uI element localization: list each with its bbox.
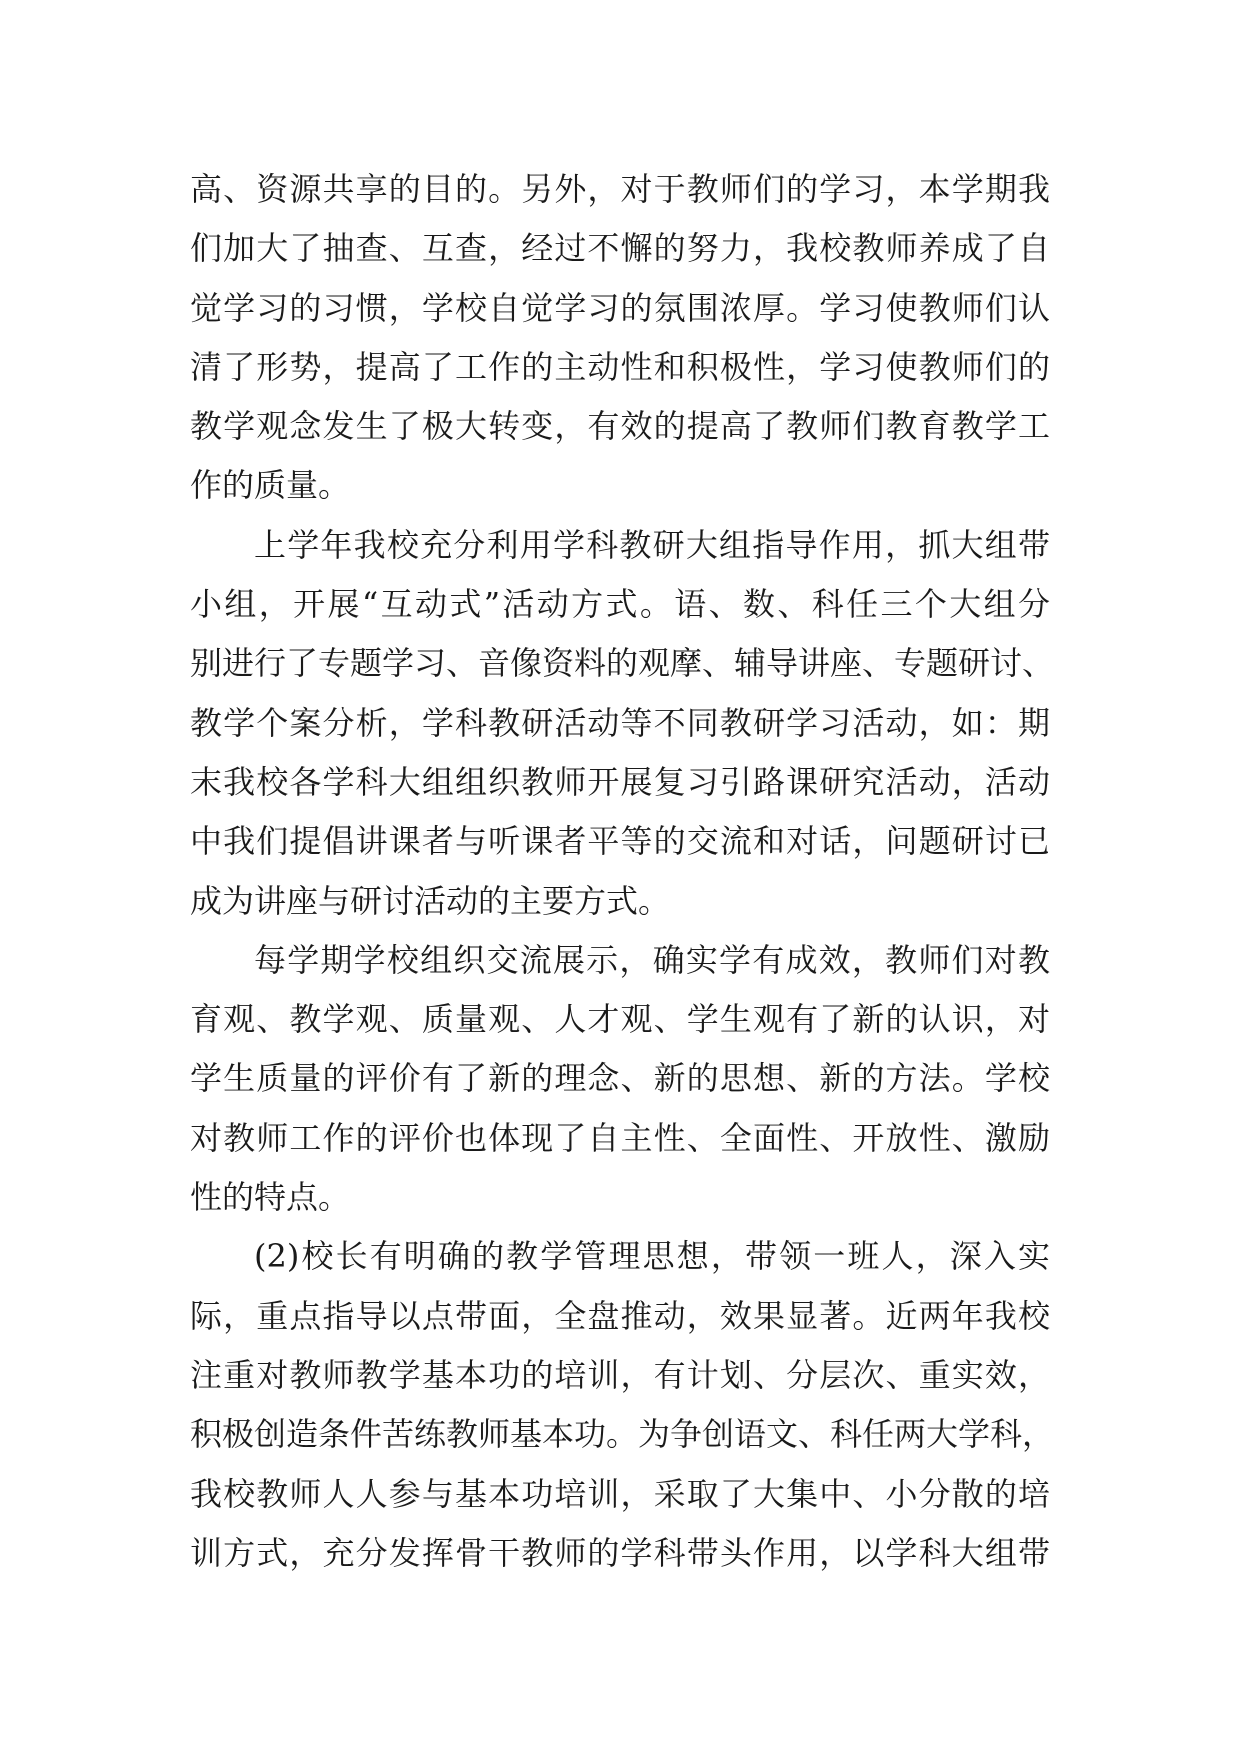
paragraph-2-line-2: 小组，开展“互动式”活动方式。语、数、科任三个大组分 bbox=[190, 585, 1050, 624]
paragraph-4-line-1: (2)校长有明确的教学管理思想，带领一班人，深入实 bbox=[254, 1237, 1050, 1276]
paragraph-2-line-4: 教学个案分析，学科教研活动等不同教研学习活动，如：期 bbox=[190, 703, 1050, 742]
document-body bbox=[190, 160, 1055, 1583]
paragraph-3-line-5: 性的特点。 bbox=[190, 1178, 351, 1217]
paragraph-1-line-5: 教学观念发生了极大转变，有效的提高了教师们教育教学工 bbox=[190, 407, 1050, 446]
paragraph-2-line-7: 成为讲座与研讨活动的主要方式。 bbox=[190, 881, 671, 920]
paragraph-1-line-3: 觉学习的习惯，学校自觉学习的氛围浓厚。学习使教师们认 bbox=[190, 288, 1050, 327]
paragraph-1-line-4: 清了形势，提高了工作的主动性和积极性，学习使教师们的 bbox=[190, 347, 1050, 386]
paragraph-3-line-4: 对教师工作的评价也体现了自主性、全面性、开放性、激励 bbox=[190, 1118, 1050, 1157]
paragraph-4-line-2: 际，重点指导以点带面，全盘推动，效果显著。近两年我校 bbox=[190, 1296, 1050, 1335]
paragraph-1-line-2: 们加大了抽查、互查，经过不懈的努力，我校教师养成了自 bbox=[190, 229, 1050, 268]
paragraph-1-line-6: 作的质量。 bbox=[190, 466, 351, 505]
paragraph-2-line-5: 末我校各学科大组组织教师开展复习引路课研究活动，活动 bbox=[190, 762, 1050, 801]
paragraph-4-line-5: 我校教师人人参与基本功培训，采取了大集中、小分散的培 bbox=[190, 1474, 1050, 1513]
paragraph-4-line-6: 训方式，充分发挥骨干教师的学科带头作用，以学科大组带 bbox=[190, 1533, 1050, 1572]
paragraph-4-line-3: 注重对教师教学基本功的培训，有计划、分层次、重实效， bbox=[190, 1355, 1050, 1394]
paragraph-4-line-4: 积极创造条件苦练教师基本功。为争创语文、科任两大学科， bbox=[190, 1415, 1055, 1454]
paragraph-2-line-1: 上学年我校充分利用学科教研大组指导作用，抓大组带 bbox=[254, 525, 1050, 564]
paragraph-3-line-3: 学生质量的评价有了新的理念、新的思想、新的方法。学校 bbox=[190, 1059, 1050, 1098]
paragraph-2-line-3: 别进行了专题学习、音像资料的观摩、辅导讲座、专题研讨、 bbox=[190, 644, 1055, 683]
paragraph-2-line-6: 中我们提倡讲课者与听课者平等的交流和对话，问题研讨已 bbox=[190, 822, 1050, 861]
paragraph-3-line-1: 每学期学校组织交流展示，确实学有成效，教师们对教 bbox=[254, 940, 1050, 979]
paragraph-3-line-2: 育观、教学观、质量观、人才观、学生观有了新的认识，对 bbox=[190, 1000, 1050, 1039]
paragraph-1-line-1: 高、资源共享的目的。另外，对于教师们的学习，本学期我 bbox=[190, 170, 1050, 208]
